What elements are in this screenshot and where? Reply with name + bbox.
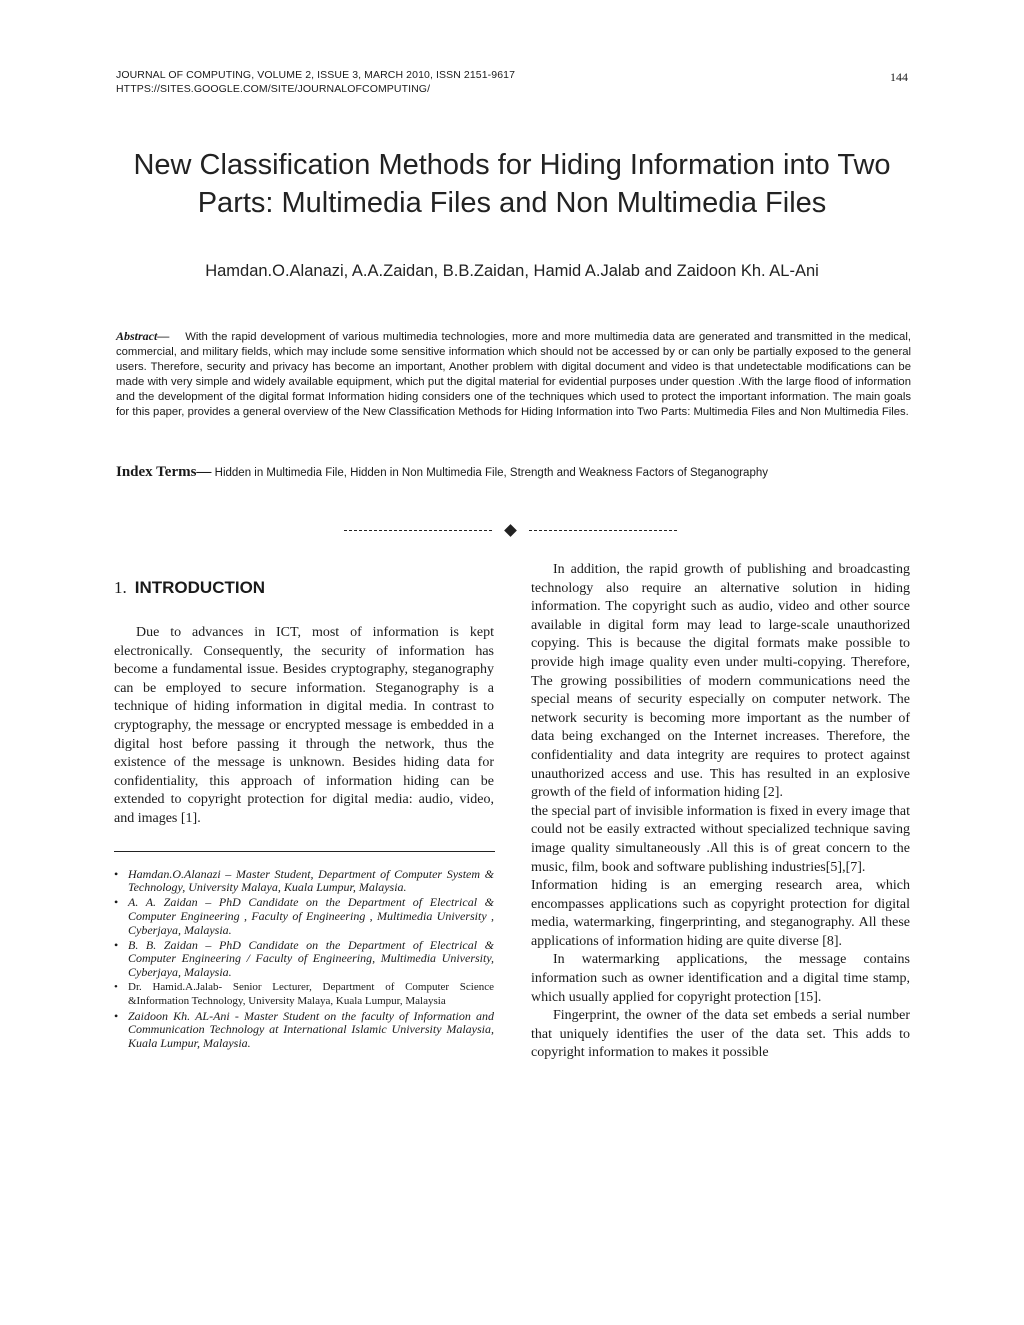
bullet-icon: • <box>114 866 119 881</box>
section-heading <box>114 578 494 598</box>
body-paragraph: Information hiding is an emerging research area, which encompasses applications such as copyright protection for digital media, watermarking, fingerprinting, and steganography. All these applications of information hiding are quite diverse [8]. <box>531 878 910 949</box>
left-column <box>114 578 494 1052</box>
footnote-rule <box>114 851 495 852</box>
title-line-2: Parts: Multimedia Files and Non Multimedia Files <box>197 187 827 219</box>
footnote-item: • B. B. Zaidan – PhD Candidate on the Department of Electrical & Computer Engineering / Faculty of Engineering, Multimedia University, Cyberjaya, Malaysia. <box>114 937 494 980</box>
bullet-icon: • <box>114 980 118 993</box>
footnote-item: • A. A. Zaidan – PhD Candidate on the Department of Electrical & Computer Engineering , Faculty of Engineering , Multimedia University , Cyberjaya, Malaysia. <box>114 895 494 937</box>
intro-paragraph: Due to advances in ICT, most of information is kept electronically. Consequently, the security of information has become a fundamental issue. Besides cryptography, steganography can be employed to secure information. Steganography is a technique of hiding information in digital media. In contrast to cryptography, the message or encrypted message is embedded in a digital host before passing it through the network, thus the existence of the message is unknown. Besides hiding data for confidentiality, this approach of information hiding can be extended to copyright protection for digital media: audio, video, and images [1]. <box>114 625 494 826</box>
author-list: Hamdan.O.Alanazi, A.A.Zaidan, B.B.Zaidan, Hamid A.Jalab and Zaidoon Kh. AL-Ani <box>205 262 819 280</box>
author-footnotes <box>114 868 494 1051</box>
page-number: 144 <box>890 70 908 84</box>
abstract <box>116 329 911 420</box>
divider-dashes-right <box>529 530 677 531</box>
section-title: INTRODUCTION <box>134 578 266 597</box>
bullet-icon: • <box>114 937 119 952</box>
running-header <box>116 68 515 96</box>
index-terms-text: Hidden in Multimedia File, Hidden in Non Multimedia File, Strength and Weakness Factors of Steganography <box>214 467 768 479</box>
bullet-icon: • <box>114 1008 119 1023</box>
body-paragraph: In watermarking applications, the message contains information such as owner identification and a digital time stamp, which usually applied for copyright protection [15]. <box>531 952 910 1005</box>
footnote-item: • Hamdan.O.Alanazi – Master Student, Department of Computer System & Technology, University Malaya, Kuala Lumpur, Malaysia. <box>114 866 494 895</box>
footnote-item: • Zaidoon Kh. AL-Ani - Master Student on the faculty of Information and Communication Technology at International Islamic University Malaysia, Kuala Lumpur, Malaysia. <box>114 1008 494 1051</box>
index-terms <box>116 464 911 481</box>
body-paragraph: Fingerprint, the owner of the data set embeds a serial number that uniquely identifies the user of the data set. This adds to copyright information to makes it possible <box>531 1008 910 1061</box>
title-line-1: New Classification Methods for Hiding Information into Two <box>133 149 891 181</box>
journal-url: HTTPS://SITES.GOOGLE.COM/SITE/JOURNALOFCOMPUTING/ <box>116 83 431 95</box>
divider-dashes-left <box>344 530 492 531</box>
footnote-item: • Dr. Hamid.A.Jalab- Senior Lecturer, Department of Computer Science &Information Technology, University Malaya, Kuala Lumpur, Malaysia <box>114 980 494 1007</box>
paper-title <box>100 146 924 222</box>
body-paragraph: In addition, the rapid growth of publishing and broadcasting technology also require an alternative solution in hiding information. The copyright such as audio, video and other source available in digital form may lead to large-scale unauthorized copying. This is because the digital formats make possible to provide high image quality even under multi-copying. Therefore, The growing possibilities of modern communications need the special means of security especially on computer network. The network security is becoming more important as the number of data being exchanged on the Internet increases. Therefore, the confidentiality and data integrity are requires to protect against unauthorized access and use. This has resulted in an explosive growth of the field of information hiding [2]. <box>531 562 910 801</box>
abstract-label: Abstract— <box>116 329 170 343</box>
abstract-text: With the rapid development of various multimedia technologies, more and more multimedia data are generated and transmitted in the medical, commercial, and military fields, which may include some sensitive information which should not be accessed by or can only be partially exposed to the general users. Therefore, security and privacy has become an important, Another problem with digital document and video is that undetectable modifications can be made with very simple and widely available equipment, which put the digital material for evidential purposes under question .With the large flood of information and the development of the digital format Information hiding considers one of the techniques which used to protect the important information. The main goals for this paper, provides a general overview of the New Classification Methods for Hiding Information into Two Parts: Multimedia Files and Non Multimedia Files. <box>116 331 911 418</box>
diamond-icon <box>504 524 517 537</box>
section-number: 1. <box>114 578 127 597</box>
index-terms-label: Index Terms— <box>116 464 212 480</box>
section-divider <box>344 526 677 535</box>
journal-line: JOURNAL OF COMPUTING, VOLUME 2, ISSUE 3, MARCH 2010, ISSN 2151-9617 <box>116 69 516 81</box>
body-paragraph: the special part of invisible information is fixed in every image that could not be easily extracted without specialized technique saving image quality simultaneously .All this is of great concern to the music, film, book and software publishing industries[5],[7]. <box>531 803 910 875</box>
right-column <box>531 561 910 1063</box>
bullet-icon: • <box>114 895 119 910</box>
